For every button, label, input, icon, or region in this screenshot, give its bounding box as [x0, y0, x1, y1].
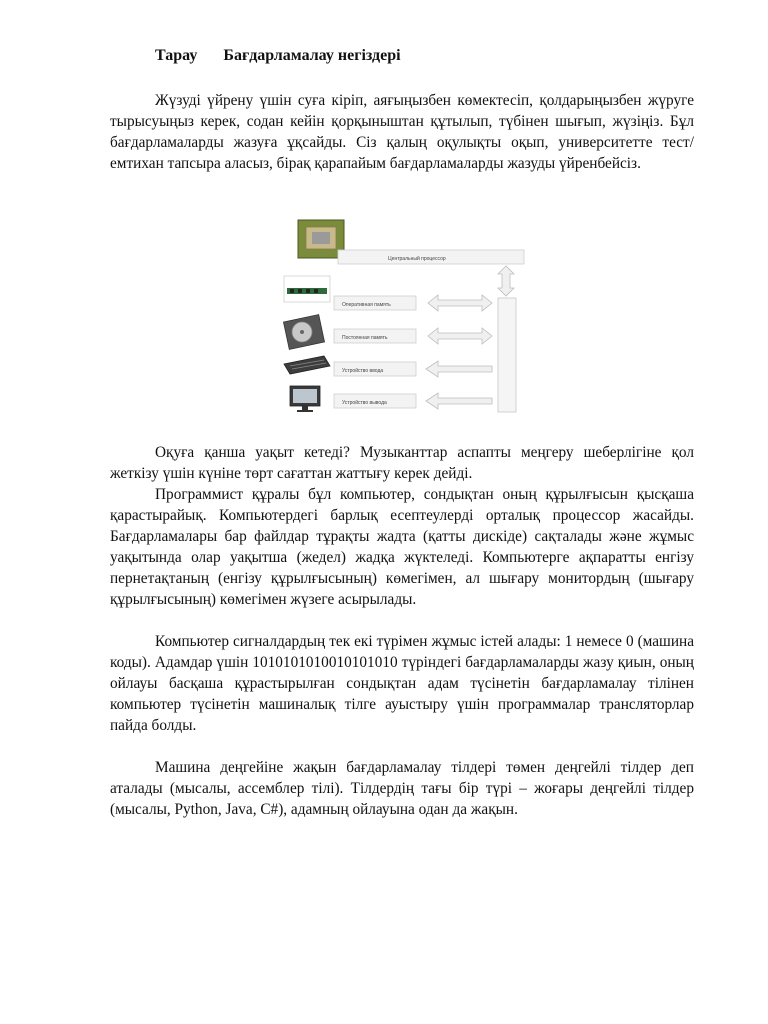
ram-label: Оперативная память [342, 302, 391, 308]
computer-architecture-diagram [276, 216, 530, 418]
keyboard-icon [284, 356, 330, 374]
paragraph-study-time: Оқуға қанша уақыт кетеді? Музыканттар аспапты меңгеру шеберлігіне қол жеткізу үшін күніне төрт сағаттан жаттығу керек дейді. [110, 444, 694, 482]
ram-module-icon [284, 276, 330, 302]
chapter-title: Бағдарламалау негіздері [223, 47, 401, 64]
monitor-icon [290, 386, 320, 412]
output-label: Устройство вывода [342, 400, 387, 406]
paragraph-computer-device: Программист құралы бұл компьютер, сондықтан оның құрылғысын қысқаша қарастырайық. Компьютердегі барлық есептеулерді орталық процессор жасайды. Бағдарламалары бар файлдар тұрақты жадта (қатты дискіде) сақталады және жұмыс уақытында олар уақытша (жедел) жадқа жүктеледі. Компьютерге ақпаратты енгізу пернетақтаның (енгізу құрылғысының) көмегімен, ал шығару монитордың (шығару құрылғысының) көмегімен жүзеге асырылады. [110, 486, 694, 608]
cpu-label: Центральный процессор [388, 256, 446, 262]
chapter-heading [155, 47, 401, 65]
cpu-chip-icon [298, 220, 344, 258]
storage-label: Постоянная память [342, 335, 388, 341]
paragraph-machine-code: Компьютер сигналдардың тек екі түрімен жұмыс істей алады: 1 немесе 0 (машина коды). Адамдар үшін 1010101010010101010 түріндегі бағдарламаларды жазу қиын, оның ойлауы басқаша құрастырылған сондықтан адам түсінетін бағдарламалау тілінен компьютер түсінетін машиналық тілге ауыстыру үшін программалар трансляторлар пайда болды. [110, 633, 694, 734]
hard-disk-icon [283, 315, 324, 350]
chapter-label: Тарау [155, 47, 198, 64]
paragraph-swimming: Жүзуді үйрену үшін суға кіріп, аяғыңызбен көмектесіп, қолдарыңызбен жүруге тырысуыңыз керек, содан кейін қорқыныштан құтылып, түбінен шығып, жүзіңіз. Бұл бағдарламаларды жазуға ұқсайды. Сіз қалың оқулықты оқып, университетте тест/емтихан тапсыра аласыз, бірақ қарапайым бағдарламаларды жазуды үйренбейсіз. [110, 92, 694, 172]
paragraph-language-levels: Машина деңгейіне жақын бағдарламалау тілдері төмен деңгейлі тілдер деп аталады (мысалы, ассемблер тілі). Тілдердің тағы бір түрі – жоғары деңгейлі тілдер (мысалы, Python, Java, C#), адамның ойлауына одан да жақын. [110, 759, 694, 818]
input-label: Устройство ввода [342, 368, 384, 374]
